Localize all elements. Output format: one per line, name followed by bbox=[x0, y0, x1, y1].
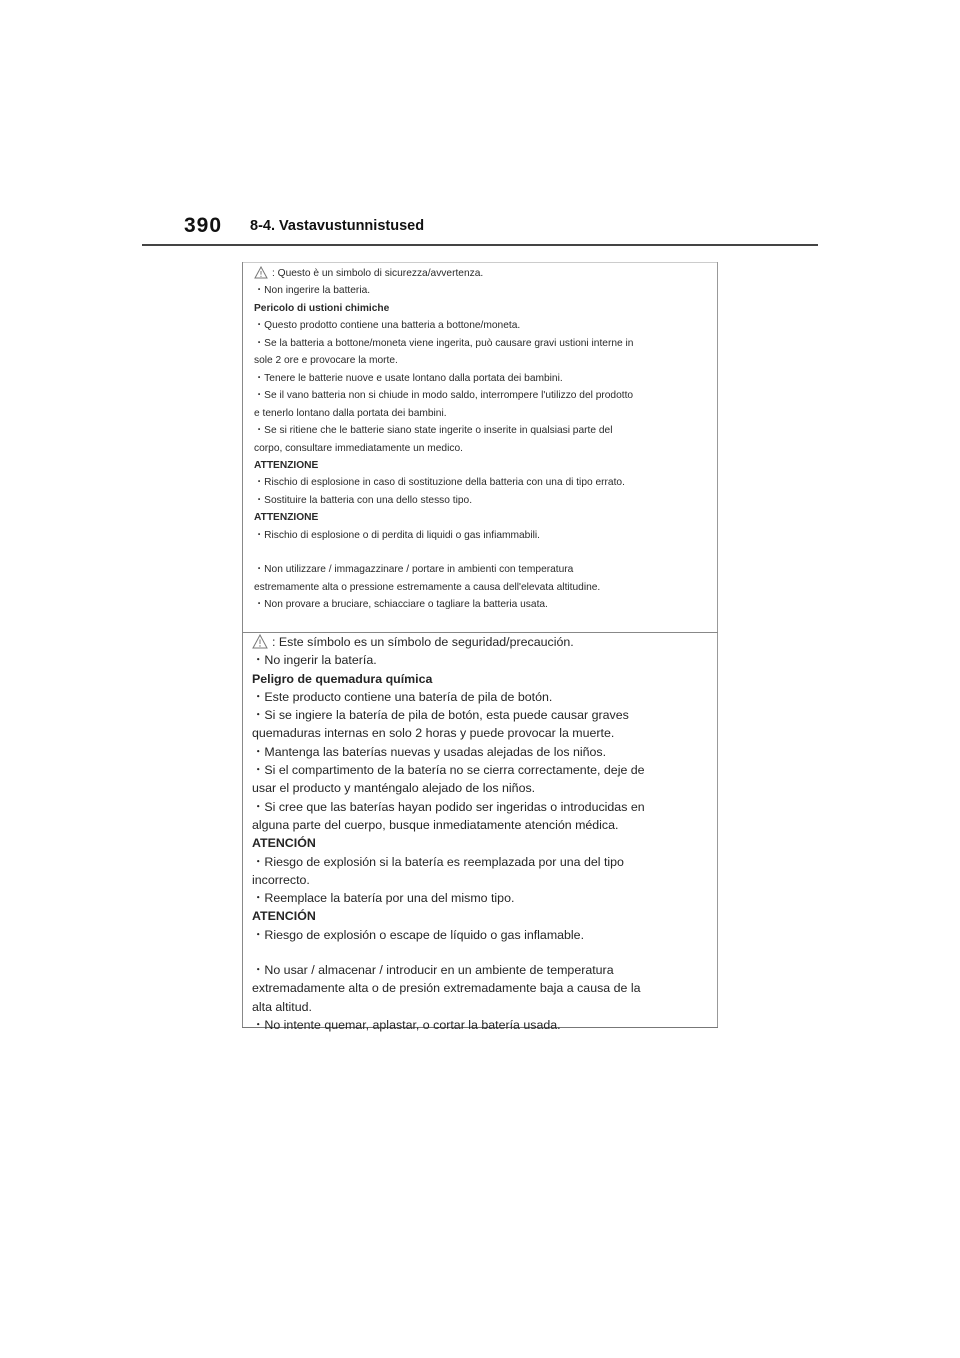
it-line: ・Rischio di esplosione o di perdita di liquidi o gas infiammabili. bbox=[254, 529, 540, 541]
label-spanish bbox=[252, 633, 712, 1034]
es-line: usar el producto y manténgalo alejado de los niños. bbox=[252, 781, 536, 796]
es-line: ・Este producto contiene una batería de pila de botón. bbox=[252, 689, 553, 704]
it-line: corpo, consultare immediatamente un medico. bbox=[254, 442, 463, 454]
chapter-title: 8-4. Vastavustunnistused bbox=[250, 218, 425, 234]
es-line: alta altitud. bbox=[252, 999, 312, 1014]
es-line: quemaduras internas en solo 2 horas y puede provocar la muerte. bbox=[252, 726, 615, 741]
it-heading: ATTENZIONE bbox=[254, 512, 319, 524]
es-line: ・Reemplace la batería por una del mismo tipo. bbox=[252, 891, 515, 906]
it-line: ・Non ingerire la batteria. bbox=[254, 285, 371, 297]
es-heading: ATENCIÓN bbox=[252, 909, 316, 924]
it-safety-symbol-line: : Questo è un simbolo di sicurezza/avvertenza. bbox=[254, 265, 709, 282]
es-line: ・Mantenga las baterías nuevas y usadas alejadas de los niños. bbox=[252, 744, 607, 759]
it-line: ・Non utilizzare / immagazzinare / portare in ambienti con temperatura bbox=[254, 564, 574, 576]
label-border-right bbox=[717, 262, 718, 1028]
it-line: e tenerlo lontano dalla portata dei bambini. bbox=[254, 407, 447, 419]
es-line: ・Riesgo de explosión si la batería es reemplazada por una del tipo bbox=[252, 854, 624, 869]
es-line: ・No intente quemar, aplastar, o cortar la batería usada. bbox=[252, 1017, 561, 1032]
it-line: ・Sostituire la batteria con una dello stesso tipo. bbox=[254, 494, 473, 506]
es-spacer bbox=[252, 944, 712, 961]
es-line: ・Si cree que las baterías hayan podido ser ingeridas o introducidas en bbox=[252, 799, 645, 814]
it-heading: Pericolo di ustioni chimiche bbox=[254, 302, 390, 314]
it-line: ・Tenere le batterie nuove e usate lontano dalla portata dei bambini. bbox=[254, 372, 563, 384]
it-line: ・Rischio di esplosione in caso di sostituzione della batteria con una di tipo errato. bbox=[254, 477, 625, 489]
battery-warning-label bbox=[242, 258, 718, 1032]
es-line: extremadamente alta o de presión extremadamente baja a causa de la bbox=[252, 981, 641, 996]
es-line: alguna parte del cuerpo, busque inmediatamente atención médica. bbox=[252, 817, 619, 832]
it-heading: ATTENZIONE bbox=[254, 459, 319, 471]
es-line: ・Riesgo de explosión o escape de líquido o gas inflamable. bbox=[252, 927, 585, 942]
es-line: incorrecto. bbox=[252, 872, 310, 887]
it-line: ・Se il vano batteria non si chiude in modo saldo, interrompere l'utilizzo del prodotto bbox=[254, 390, 634, 402]
es-line: ・No ingerir la batería. bbox=[252, 653, 377, 668]
it-spacer bbox=[254, 544, 709, 561]
header-rule bbox=[142, 244, 818, 246]
es-heading: ATENCIÓN bbox=[252, 836, 316, 851]
label-italian bbox=[254, 265, 709, 614]
label-border-left bbox=[242, 262, 243, 1028]
it-line: ・Se la batteria a bottone/moneta viene ingerita, può causare gravi ustioni interne in bbox=[254, 337, 634, 349]
es-line: ・Si se ingiere la batería de pila de botón, esta puede causar graves bbox=[252, 708, 629, 723]
es-line: ・No usar / almacenar / introducir en un ambiente de temperatura bbox=[252, 963, 614, 978]
es-heading: Peligro de quemadura química bbox=[252, 671, 433, 686]
warning-triangle-icon bbox=[252, 634, 268, 649]
it-line: ・Non provare a bruciare, schiacciare o tagliare la batteria usata. bbox=[254, 599, 548, 611]
label-border-top bbox=[242, 262, 718, 263]
page-number: 390 bbox=[184, 214, 223, 237]
it-line: ・Se si ritiene che le batterie siano state ingerite o inserite in qualsiasi parte del bbox=[254, 425, 613, 437]
es-safety-symbol-line: : Este símbolo es un símbolo de seguridad/precaución. bbox=[252, 633, 712, 651]
it-line: ・Questo prodotto contiene una batteria a bottone/moneta. bbox=[254, 320, 521, 332]
es-line: ・Si el compartimento de la batería no se cierra correctamente, deje de bbox=[252, 763, 645, 778]
warning-triangle-icon bbox=[254, 266, 268, 279]
it-line: estremamente alta o pressione estremamente a causa dell'elevata altitudine. bbox=[254, 581, 601, 593]
it-line: sole 2 ore e provocare la morte. bbox=[254, 355, 398, 367]
